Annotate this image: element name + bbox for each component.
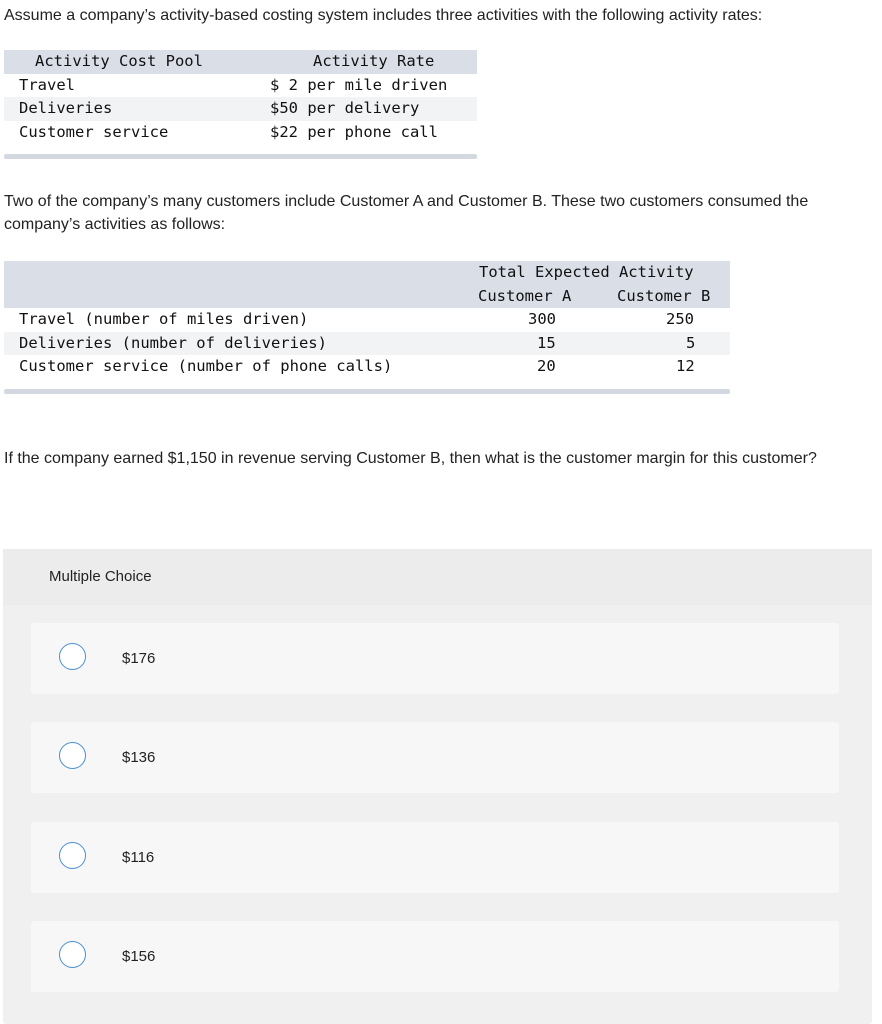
radio-button-icon[interactable]: [59, 941, 86, 968]
answer-option-1[interactable]: [31, 623, 839, 694]
answer-option-label: $116: [122, 849, 155, 866]
activity-rate-cell: $ 2 per mile driven: [270, 75, 448, 94]
radio-button-icon[interactable]: [59, 842, 86, 869]
table-row: [4, 97, 477, 121]
answer-option-4[interactable]: [31, 921, 839, 992]
table-bottom-rule: [4, 154, 477, 159]
customer-a-value: 300: [528, 310, 556, 328]
answer-option-label: $136: [122, 749, 156, 766]
column-header-customer-b: Customer B: [617, 286, 711, 305]
answer-option-2[interactable]: [31, 722, 839, 793]
answer-option-3[interactable]: [31, 822, 839, 893]
customer-b-value: 5: [686, 333, 696, 352]
column-header-customer-a: Customer A: [478, 286, 572, 305]
column-header-cost-pool: Activity Cost Pool: [35, 52, 203, 70]
activity-rates-table: [4, 50, 477, 159]
table-bottom-rule: [4, 389, 730, 394]
intro-text: Assume a company’s activity-based costing system includes three activities with the following activity rates:: [4, 7, 763, 24]
table-group-header-row: [4, 261, 730, 285]
column-header-activity-rate: Activity Rate: [313, 52, 435, 70]
customer-a-value: 15: [537, 333, 556, 352]
customer-b-value: 12: [676, 357, 695, 375]
activity-consumption-table: [4, 261, 730, 394]
table-row: [4, 121, 477, 145]
activity-rate-cell: $50 per delivery: [270, 99, 420, 117]
question-text: If the company earned $1,150 in revenue serving Customer B, then what is the customer margin for this customer?: [4, 450, 817, 467]
activity-cell: Deliveries (number of deliveries): [19, 333, 327, 352]
table-row: [4, 332, 730, 356]
customer-a-value: 20: [537, 357, 556, 375]
radio-button-icon[interactable]: [59, 742, 86, 769]
answer-option-label: $156: [122, 948, 156, 965]
table-row: [4, 74, 477, 98]
cost-pool-cell: Customer service: [19, 122, 169, 141]
answer-option-label: $176: [122, 650, 156, 667]
cost-pool-cell: Travel: [19, 75, 75, 94]
column-group-header: Total Expected Activity: [479, 263, 694, 281]
table-row: [4, 308, 730, 332]
radio-button-icon[interactable]: [59, 643, 86, 670]
activity-rate-cell: $22 per phone call: [270, 122, 438, 141]
activity-cell: Customer service (number of phone calls): [19, 357, 393, 375]
table-header-row: [4, 50, 477, 74]
activity-cell: Travel (number of miles driven): [19, 310, 309, 328]
table-header-row: [4, 285, 730, 309]
customer-b-value: 250: [666, 310, 694, 328]
multiple-choice-panel: [3, 549, 872, 1024]
multiple-choice-title: Multiple Choice: [3, 549, 872, 605]
cost-pool-cell: Deliveries: [19, 99, 113, 117]
table-row: [4, 355, 730, 379]
customers-text: Two of the company’s many customers include Customer A and Customer B. These two customers consumed the company’s activities as follows:: [4, 193, 809, 233]
